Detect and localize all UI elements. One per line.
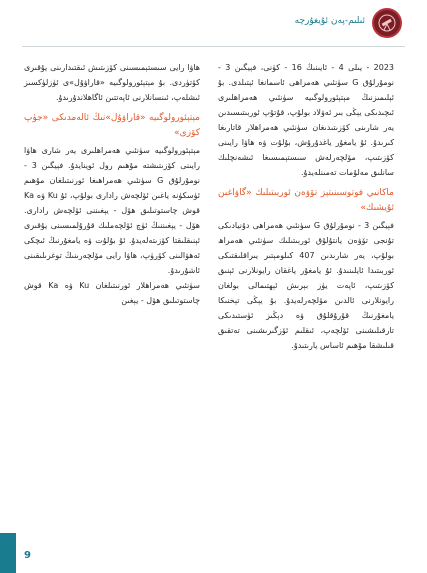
right-column — [218, 60, 394, 353]
telescope-icon — [372, 8, 402, 38]
left-column — [24, 60, 200, 308]
page-number: 9 — [24, 550, 31, 561]
header-divider — [22, 46, 405, 47]
left-paragraph-1: ھاۋا رايى سىستېمىسىنى كۆزىتىش ئىقتىدارىنى يۇقىرى كۆتۈردى. بۇ مېتېئورولوگىيە «قاراۋۇل»ى ئۈزلۈكسىز ئىشلەپ، ئىنسانلارنى ئاپەتتىن ئاگاھلاندۇرىدۇ. — [24, 63, 200, 102]
magazine-title: ئىلىم-پەن ئۇيغۇرچە — [294, 16, 365, 26]
right-section-heading: ماكانىي فوتوسىنىتېز تۆۋەن ئوربىتىلىك «گاۋاغىن ئۇيشىك» — [218, 188, 394, 213]
right-paragraph-2: فېيگىن 3 - نومۇرلۇق G سۈنئىي ھەمراھى دۇنيادىكى تۇنجى تۆۋەن يانتۇلۇق ئوربىتىلىك سۈنئىي ھەمراھ بولۇپ، يەر شارىدىن 407 كىلومېتىر يىراقلىقتىكى ئوربىتىدا ئايلىنىدۇ. ئۇ يامغۇر ياغقان رايونلارنى ئېنىق كۆزىتىپ، ئاپەت يۈز بېرىش ئېھتىمالى بولغان رايونلارنى ئالدىن مۆلچەرلەيدۇ. بۇ يېڭى تېخنىكا يامغۇرنىڭ قۇرۇقلۇق ۋە دېڭىز ئۈستىدىكى تارقىلىشىنى ئۆلچەپ، ئىقلىم ئۆزگىرىشىنى تەتقىق قىلىشقا مۇھىم ئاساس يارىتىدۇ. — [218, 221, 395, 350]
left-paragraph-2: مېتېئورولوگىيە سۈنئىي ھەمراھلىرى يەر شارى ھاۋا رايىنى كۆزىتىشتە مۇھىم رول ئوينايدۇ. فېيگىن 3 - نومۇرلۇق G سۈنئىي ھەمراھىغا ئورنىتىلغان مۇھىم ئۈسكۈنە ياغىن ئۆلچەش رادارى بولۇپ، ئۇ Ku ۋە Ka قوش چاستوتىلىق ھۆل - يېغىننى ئۆلچەش رادارى. ھۆل - يېغىننىڭ ئۈچ ئۆلچەملىك قۇرۇلمىسىنى يۇقىرى ئېنىقلىقتا كۆزىتەلەيدۇ. ئۇ بۇلۇت ۋە يامغۇرنىڭ ئىچكى ئەھۋالىنى كۆرۈپ، ھاۋا رايى مۆلچەرىنىڭ توغرىلىقىنى ئاشۇرىدۇ. — [24, 146, 201, 275]
right-paragraph-1: 2023 - يىلى 4 - ئايىنىڭ 16 - كۈنى، فېيگىن 3 - نومۇرلۇق G سۈنئىي ھەمراھى ئاسمانغا ئېتىلدى. بۇ ئېلىمىزنىڭ مېتېئورولوگىيە سۈنئىي ھەمراھلىرى ئىچىدىكى يېڭى بىر ئەۋلاد بولۇپ، قۇتۇپ ئوربىتىسىدىن يەر شارىنى كۆزىتىدىغان سۈنئىي ھەمراھلار قاتارىغا كىرىدۇ. ئۇ يامغۇر ياغدۇرۇش، بۇلۇت ۋە ھاۋا رايىنى كۆزىتىپ، مۆلچەرلەش سىستېمىسىغا ئىشەنچلىك سانلىق مەلۇمات تەمىنلەيدۇ. — [218, 63, 395, 177]
left-paragraph-3: سۈنئىي ھەمراھلار ئورنىتىلغان Ku ۋە Ka قوش چاستوتىلىق ھۆل - يېغىن — [24, 281, 201, 305]
corner-accent-bar — [0, 533, 16, 573]
left-section-heading: مېتېئورولوگىيە «قاراۋۇل»نىڭ ئالەمدىكى «جۈپ كۆزى» — [24, 113, 200, 138]
